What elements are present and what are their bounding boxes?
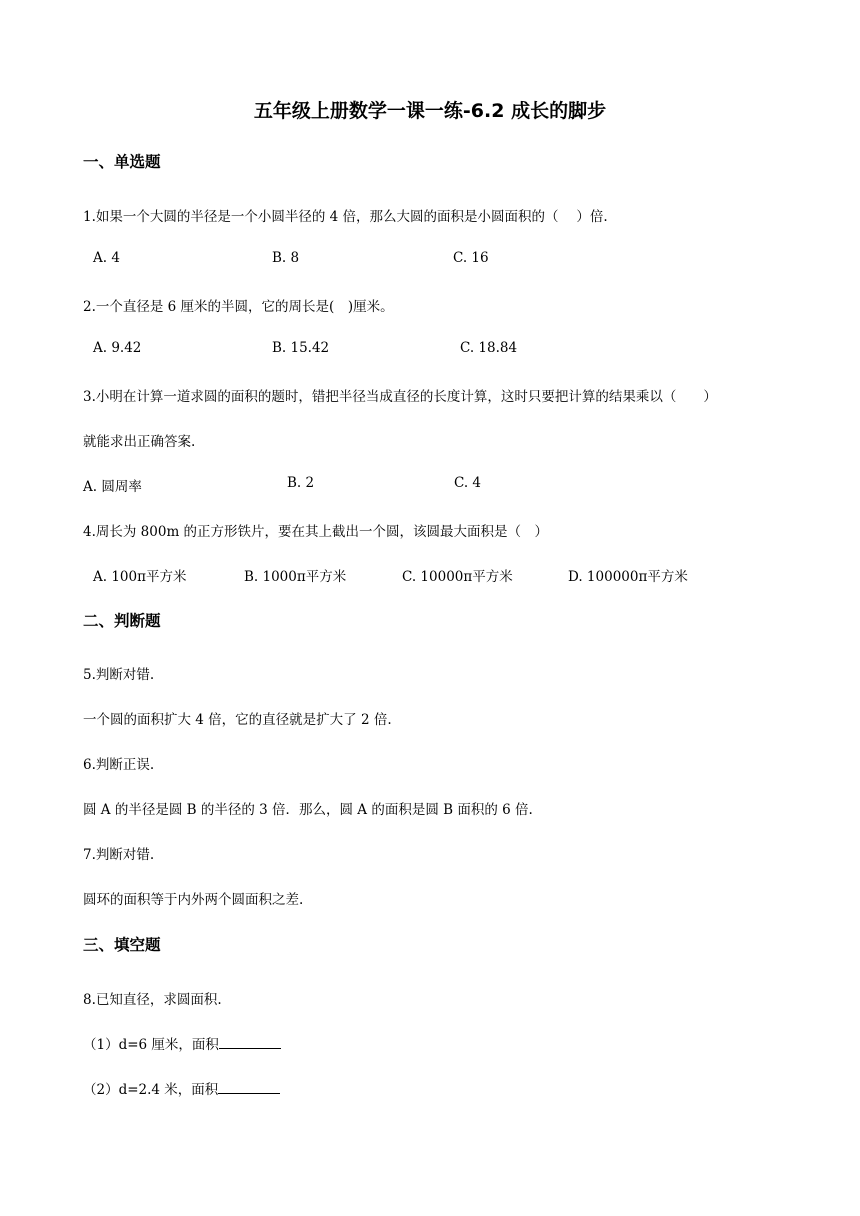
answer-blank-2[interactable] [218,1081,280,1094]
section-heading-fill-in: 三、填空题 [83,936,161,954]
question-4-option-b[interactable]: B. 1000π平方米 [244,569,347,585]
question-3-option-b[interactable]: B. 2 [287,475,315,491]
page-title: 五年级上册数学一课一练-6.2 成长的脚步 [253,100,607,122]
question-4-stem: 4.周长为 800m 的正方形铁片，要在其上截出一个圆，该圆最大面积是（ ） [83,524,549,540]
question-5-stem: 5.判断对错. [83,667,155,683]
section-heading-single-choice: 一、单选题 [83,153,161,171]
question-8-part-2-label: （2）d=2.4 米，面积 [83,1082,219,1098]
question-2-option-a[interactable]: A. 9.42 [93,340,142,356]
question-2-stem: 2.一个直径是 6 厘米的半圆，它的周长是( )厘米。 [83,299,394,315]
question-3-option-a[interactable]: A. 圆周率 [83,479,142,495]
question-4-option-d[interactable]: D. 100000π平方米 [568,569,688,585]
question-3-stem-line-1: 3.小明在计算一道求圆的面积的题时，错把半径当成直径的长度计算，这时只要把计算的结果乘以（ ） [83,389,717,405]
answer-blank-1[interactable] [219,1036,281,1049]
question-6-stem: 6.判断正误. [83,757,155,773]
question-7-stem: 7.判断对错. [83,847,155,863]
question-3-option-c[interactable]: C. 4 [454,475,482,491]
question-2-option-c[interactable]: C. 18.84 [460,340,518,356]
question-8-part-1-label: （1）d=6 厘米，面积 [83,1037,219,1053]
section-heading-true-false: 二、判断题 [83,612,161,630]
question-6-body: 圆 A 的半径是圆 B 的半径的 3 倍．那么，圆 A 的面积是圆 B 面积的 6 倍. [83,802,533,818]
question-8-part-2 [83,1078,280,1098]
question-8-stem: 8.已知直径，求圆面积. [83,992,222,1008]
question-4-option-c[interactable]: C. 10000π平方米 [402,569,513,585]
question-2-option-b[interactable]: B. 15.42 [272,340,330,356]
question-3-stem-line-2: 就能求出正确答案. [83,434,196,450]
question-1-option-b[interactable]: B. 8 [272,250,300,266]
question-8-part-1 [83,1033,281,1053]
question-1-option-a[interactable]: A. 4 [93,250,120,266]
question-1-option-c[interactable]: C. 16 [453,250,489,266]
question-7-body: 圆环的面积等于内外两个圆面积之差. [83,892,304,908]
question-4-option-a[interactable]: A. 100π平方米 [93,569,187,585]
question-5-body: 一个圆的面积扩大 4 倍，它的直径就是扩大了 2 倍. [83,712,392,728]
question-1-stem: 1.如果一个大圆的半径是一个小圆半径的 4 倍，那么大圆的面积是小圆面积的（ ）倍. [83,209,608,225]
